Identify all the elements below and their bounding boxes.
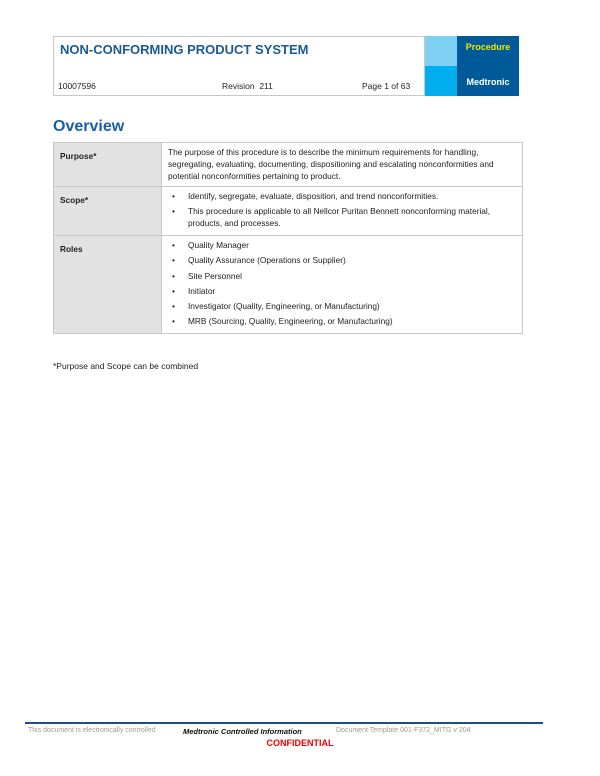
revision: Revision 211 (222, 81, 273, 91)
list-item: • Site Personnel (188, 270, 516, 282)
page-number: Page 1 of 63 (362, 81, 411, 91)
list-item: • Identify, segregate, evaluate, disposition, and trend nonconformities. (188, 190, 516, 202)
row-label: Scope* (54, 186, 162, 236)
logo-block-cyan (425, 66, 457, 96)
section-title: Overview (53, 118, 125, 135)
list-item: • Investigator (Quality, Engineering, or Manufacturing) (188, 300, 516, 312)
table-row (54, 236, 523, 334)
medtronic-logo: Medtronic (466, 77, 510, 87)
table-row (54, 143, 523, 187)
footer-middle: Medtronic Controlled Information (183, 727, 302, 736)
document-title: NON-CONFORMING PRODUCT SYSTEM (60, 42, 309, 57)
overview-table (53, 142, 523, 334)
confidential-label: CONFIDENTIAL (266, 738, 334, 748)
footnote: *Purpose and Scope can be combined (53, 361, 199, 371)
document-number: 10007596 (58, 81, 96, 91)
list-item: • Quality Manager (188, 239, 516, 251)
bullet-list (168, 190, 516, 230)
footer-left: This document is electronically controlled (28, 727, 156, 734)
logo-block-light (425, 36, 457, 66)
row-label: Purpose* (54, 143, 162, 187)
list-item: • MRB (Sourcing, Quality, Engineering, or Manufacturing) (188, 315, 516, 327)
doc-type-label: Procedure (465, 42, 511, 52)
table-row (54, 186, 523, 236)
list-item: • Quality Assurance (Operations or Supplier) (188, 254, 516, 266)
list-item: • Initiator (188, 285, 516, 297)
header-box (53, 36, 425, 96)
row-label: Roles (54, 236, 162, 334)
list-item: • This procedure is applicable to all Nellcor Puritan Bennett nonconforming material, products, and processes. (188, 205, 516, 229)
row-text: The purpose of this procedure is to describe the minimum requirements for handling, segregating, evaluating, documenting, dispositioning and escalating nonconformities and potential nonconformities pertaining to product. (162, 143, 523, 187)
bullet-list (168, 239, 516, 327)
footer-divider (25, 722, 543, 724)
footer-right: Document Template 001-F372_MITG v 204 (336, 727, 471, 734)
